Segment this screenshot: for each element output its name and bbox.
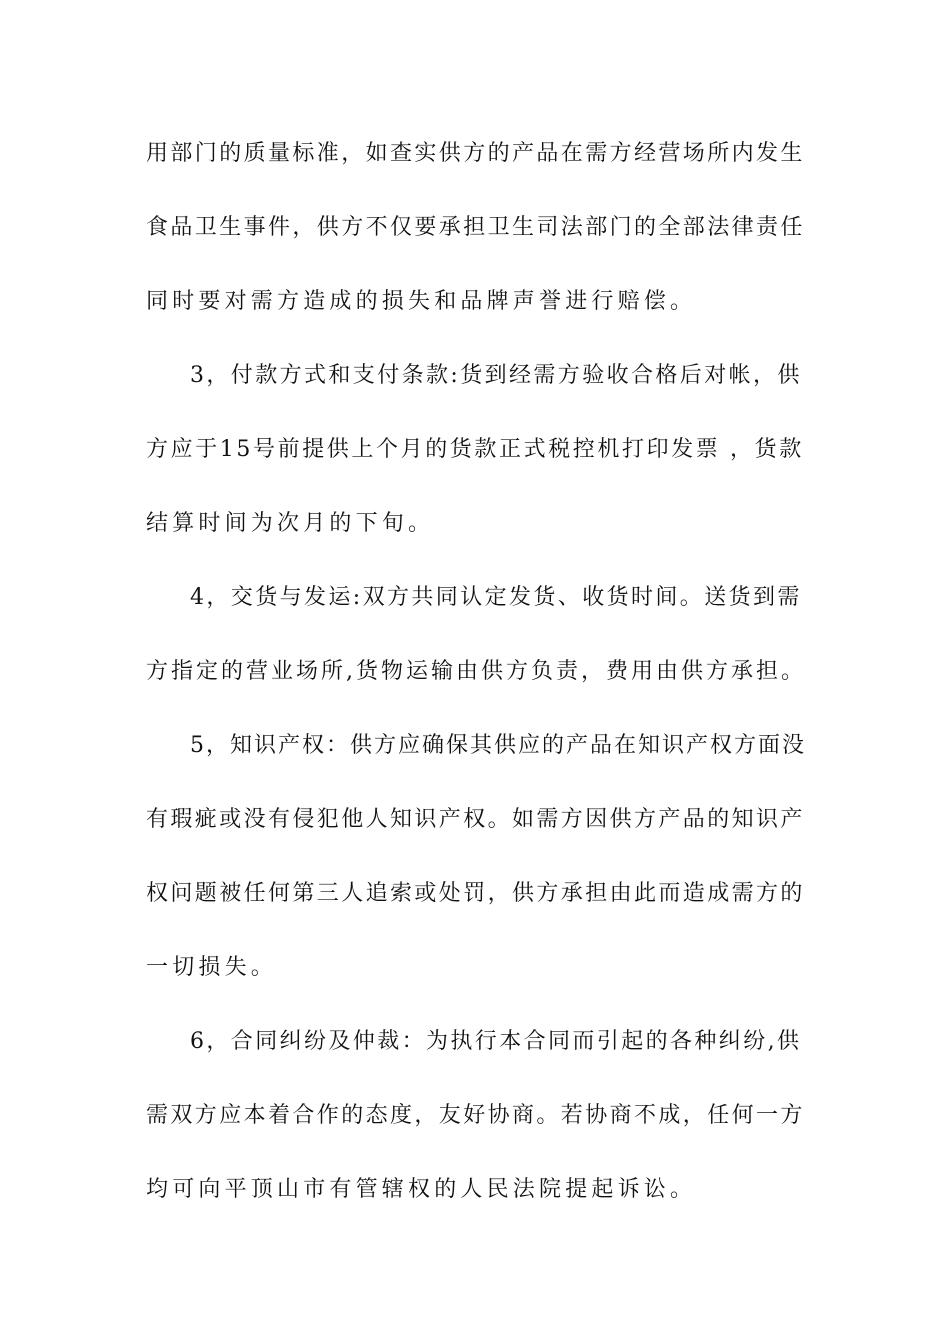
paragraph-4-line: 4，交货与发运:双方共同认定发货、收货时间。送货到需 — [190, 585, 802, 610]
text-line: 有瑕疵或没有侵犯他人知识产权。如需方因供方产品的知识产 — [146, 807, 805, 832]
paragraph-5-line: 5，知识产权：供方应确保其供应的产品在知识产权方面没 — [190, 733, 806, 758]
text-line: 食品卫生事件，供方不仅要承担卫生司法部门的全部法律责任 — [146, 215, 805, 240]
text-line: 结算时间为次月的下旬。 — [146, 511, 435, 536]
text-line: 一切损失。 — [146, 955, 278, 980]
text-line: 均可向平顶山市有管辖权的人民法院提起诉讼。 — [146, 1177, 697, 1202]
text-line: 方应于15号前提供上个月的货款正式税控机打印发票 ，货款 — [146, 437, 804, 462]
text-line: 权问题被任何第三人追索或处罚，供方承担由此而造成需方的 — [146, 881, 805, 906]
text-line: 方指定的营业场所,货物运输由供方负责，费用由供方承担。 — [146, 659, 806, 684]
text-line: 用部门的质量标准，如查实供方的产品在需方经营场所内发生 — [146, 141, 805, 166]
text-line: 同时要对需方造成的损失和品牌声誉进行赔偿。 — [146, 289, 697, 314]
paragraph-6-line: 6，合同纠纷及仲裁：为执行本合同而引起的各种纠纷,供 — [190, 1029, 802, 1054]
text-line: 需双方应本着合作的态度，友好协商。若协商不成，任何一方 — [146, 1103, 805, 1128]
paragraph-3-line: 3，付款方式和支付条款:货到经需方验收合格后对帐，供 — [190, 363, 802, 388]
